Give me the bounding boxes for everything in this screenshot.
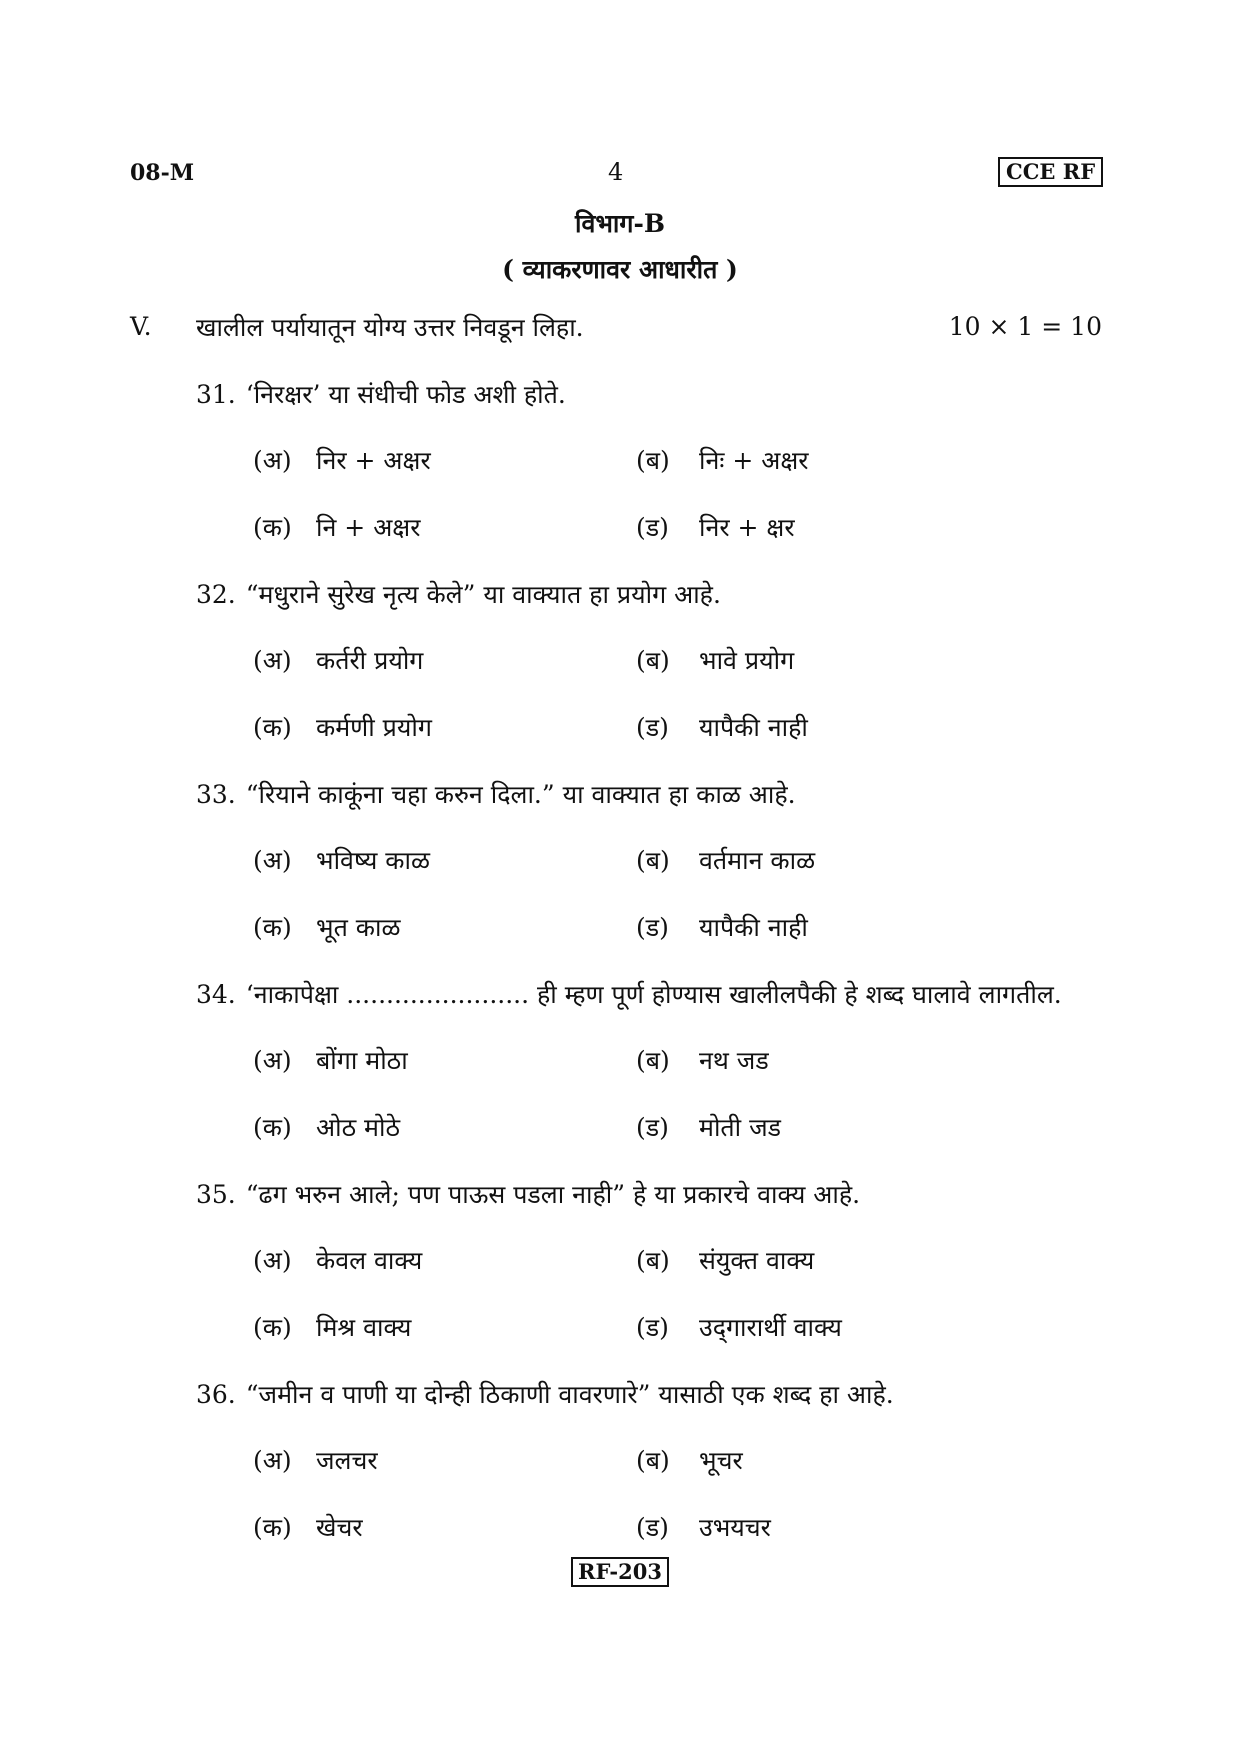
option-c xyxy=(253,1510,363,1544)
option-label: (ब) xyxy=(636,1246,670,1275)
instruction-marks: 10 × 1 = 10 xyxy=(948,312,1102,341)
option-text: वर्तमान काळ xyxy=(699,846,816,875)
question-31 xyxy=(196,377,566,411)
option-d xyxy=(636,510,795,544)
option-b xyxy=(636,1443,743,1477)
instruction-number: V. xyxy=(130,312,152,341)
option-b xyxy=(636,443,809,477)
question-number: 36. xyxy=(196,1380,236,1409)
question-36 xyxy=(196,1377,894,1411)
question-number: 31. xyxy=(196,380,236,409)
option-label: (अ) xyxy=(253,1046,292,1075)
option-label: (ब) xyxy=(636,846,670,875)
option-text: निर + अक्षर xyxy=(316,446,431,475)
option-a xyxy=(253,443,431,477)
option-d xyxy=(636,1110,781,1144)
option-label: (ड) xyxy=(636,1313,669,1342)
option-b xyxy=(636,1243,814,1277)
instruction-text: खालील पर्यायातून योग्य उत्तर निवडून लिहा. xyxy=(196,313,584,342)
question-text: “जमीन व पाणी या दोन्ही ठिकाणी वावरणारे” यासाठी एक शब्द हा आहे. xyxy=(245,1380,894,1409)
option-label: (क) xyxy=(253,913,292,942)
footer-code-box: RF-203 xyxy=(571,1557,669,1587)
series-box: CCE RF xyxy=(998,157,1103,187)
option-c xyxy=(253,910,400,944)
option-label: (ब) xyxy=(636,646,670,675)
option-c xyxy=(253,1310,411,1344)
option-text: केवल वाक्य xyxy=(316,1246,423,1275)
option-label: (अ) xyxy=(253,1246,292,1275)
question-number: 32. xyxy=(196,580,236,609)
option-label: (अ) xyxy=(253,1446,292,1475)
question-number: 34. xyxy=(196,980,236,1009)
option-text: ओठ मोठे xyxy=(316,1113,400,1142)
option-text: भूचर xyxy=(699,1446,743,1475)
option-label: (ड) xyxy=(636,913,669,942)
option-d xyxy=(636,1310,842,1344)
question-text: ‘नाकापेक्षा ....................... ही म्हण पूर्ण होण्यास खालीलपैकी हे शब्द घालावे लागतील. xyxy=(245,980,1062,1009)
option-b xyxy=(636,643,794,677)
question-32 xyxy=(196,577,721,611)
option-text: बोंगा मोठा xyxy=(316,1046,408,1075)
option-c xyxy=(253,510,420,544)
option-b xyxy=(636,843,815,877)
option-text: मिश्र वाक्य xyxy=(316,1313,412,1342)
option-a xyxy=(253,843,430,877)
option-a xyxy=(253,1043,408,1077)
option-d xyxy=(636,710,808,744)
option-text: निः + अक्षर xyxy=(699,446,809,475)
question-35 xyxy=(196,1177,860,1211)
option-text: खेचर xyxy=(316,1513,363,1542)
option-text: मोती जड xyxy=(699,1113,782,1142)
option-text: यापैकी नाही xyxy=(699,713,808,742)
question-number: 35. xyxy=(196,1180,236,1209)
option-text: उद्‌गारार्थी वाक्य xyxy=(699,1313,842,1342)
option-label: (अ) xyxy=(253,846,292,875)
option-text: भावे प्रयोग xyxy=(699,646,795,675)
option-label: (ब) xyxy=(636,1446,670,1475)
paper-code: 08-M xyxy=(130,160,195,186)
option-label: (क) xyxy=(253,1313,292,1342)
option-label: (क) xyxy=(253,513,292,542)
option-label: (ड) xyxy=(636,713,669,742)
option-text: यापैकी नाही xyxy=(699,913,808,942)
question-text: “रियाने काकूंना चहा करुन दिला.” या वाक्यात हा काळ आहे. xyxy=(245,780,796,809)
option-label: (अ) xyxy=(253,446,292,475)
option-text: कर्तरी प्रयोग xyxy=(316,646,424,675)
option-d xyxy=(636,1510,771,1544)
option-c xyxy=(253,710,432,744)
question-33 xyxy=(196,777,796,811)
option-label: (ब) xyxy=(636,446,670,475)
option-label: (ब) xyxy=(636,1046,670,1075)
option-a xyxy=(253,1443,378,1477)
question-text: “ढग भरुन आले; पण पाऊस पडला नाही” हे या प्रकारचे वाक्य आहे. xyxy=(245,1180,861,1209)
question-text: “मधुराने सुरेख नृत्य केले” या वाक्यात हा प्रयोग आहे. xyxy=(245,580,721,609)
option-label: (ड) xyxy=(636,1513,669,1542)
option-text: भविष्य काळ xyxy=(316,846,430,875)
option-b xyxy=(636,1043,769,1077)
option-text: नथ जड xyxy=(699,1046,769,1075)
option-text: जलचर xyxy=(316,1446,378,1475)
option-label: (क) xyxy=(253,1513,292,1542)
option-label: (ड) xyxy=(636,1113,669,1142)
section-title: विभाग-B xyxy=(574,209,665,238)
option-d xyxy=(636,910,808,944)
page-number: 4 xyxy=(608,158,624,186)
option-text: निर + क्षर xyxy=(699,513,795,542)
option-text: भूत काळ xyxy=(316,913,401,942)
option-text: संयुक्त वाक्य xyxy=(699,1246,815,1275)
option-a xyxy=(253,1243,422,1277)
question-text: ‘निरक्षर’ या संधीची फोड अशी होते. xyxy=(245,380,566,409)
section-subtitle: ( व्याकरणावर आधारीत ) xyxy=(502,255,738,284)
option-text: उभयचर xyxy=(699,1513,771,1542)
option-a xyxy=(253,643,423,677)
option-label: (ड) xyxy=(636,513,669,542)
option-label: (क) xyxy=(253,713,292,742)
question-number: 33. xyxy=(196,780,236,809)
question-34 xyxy=(196,977,1062,1011)
option-text: कर्मणी प्रयोग xyxy=(316,713,432,742)
option-label: (क) xyxy=(253,1113,292,1142)
option-label: (अ) xyxy=(253,646,292,675)
option-c xyxy=(253,1110,400,1144)
option-text: नि + अक्षर xyxy=(316,513,421,542)
